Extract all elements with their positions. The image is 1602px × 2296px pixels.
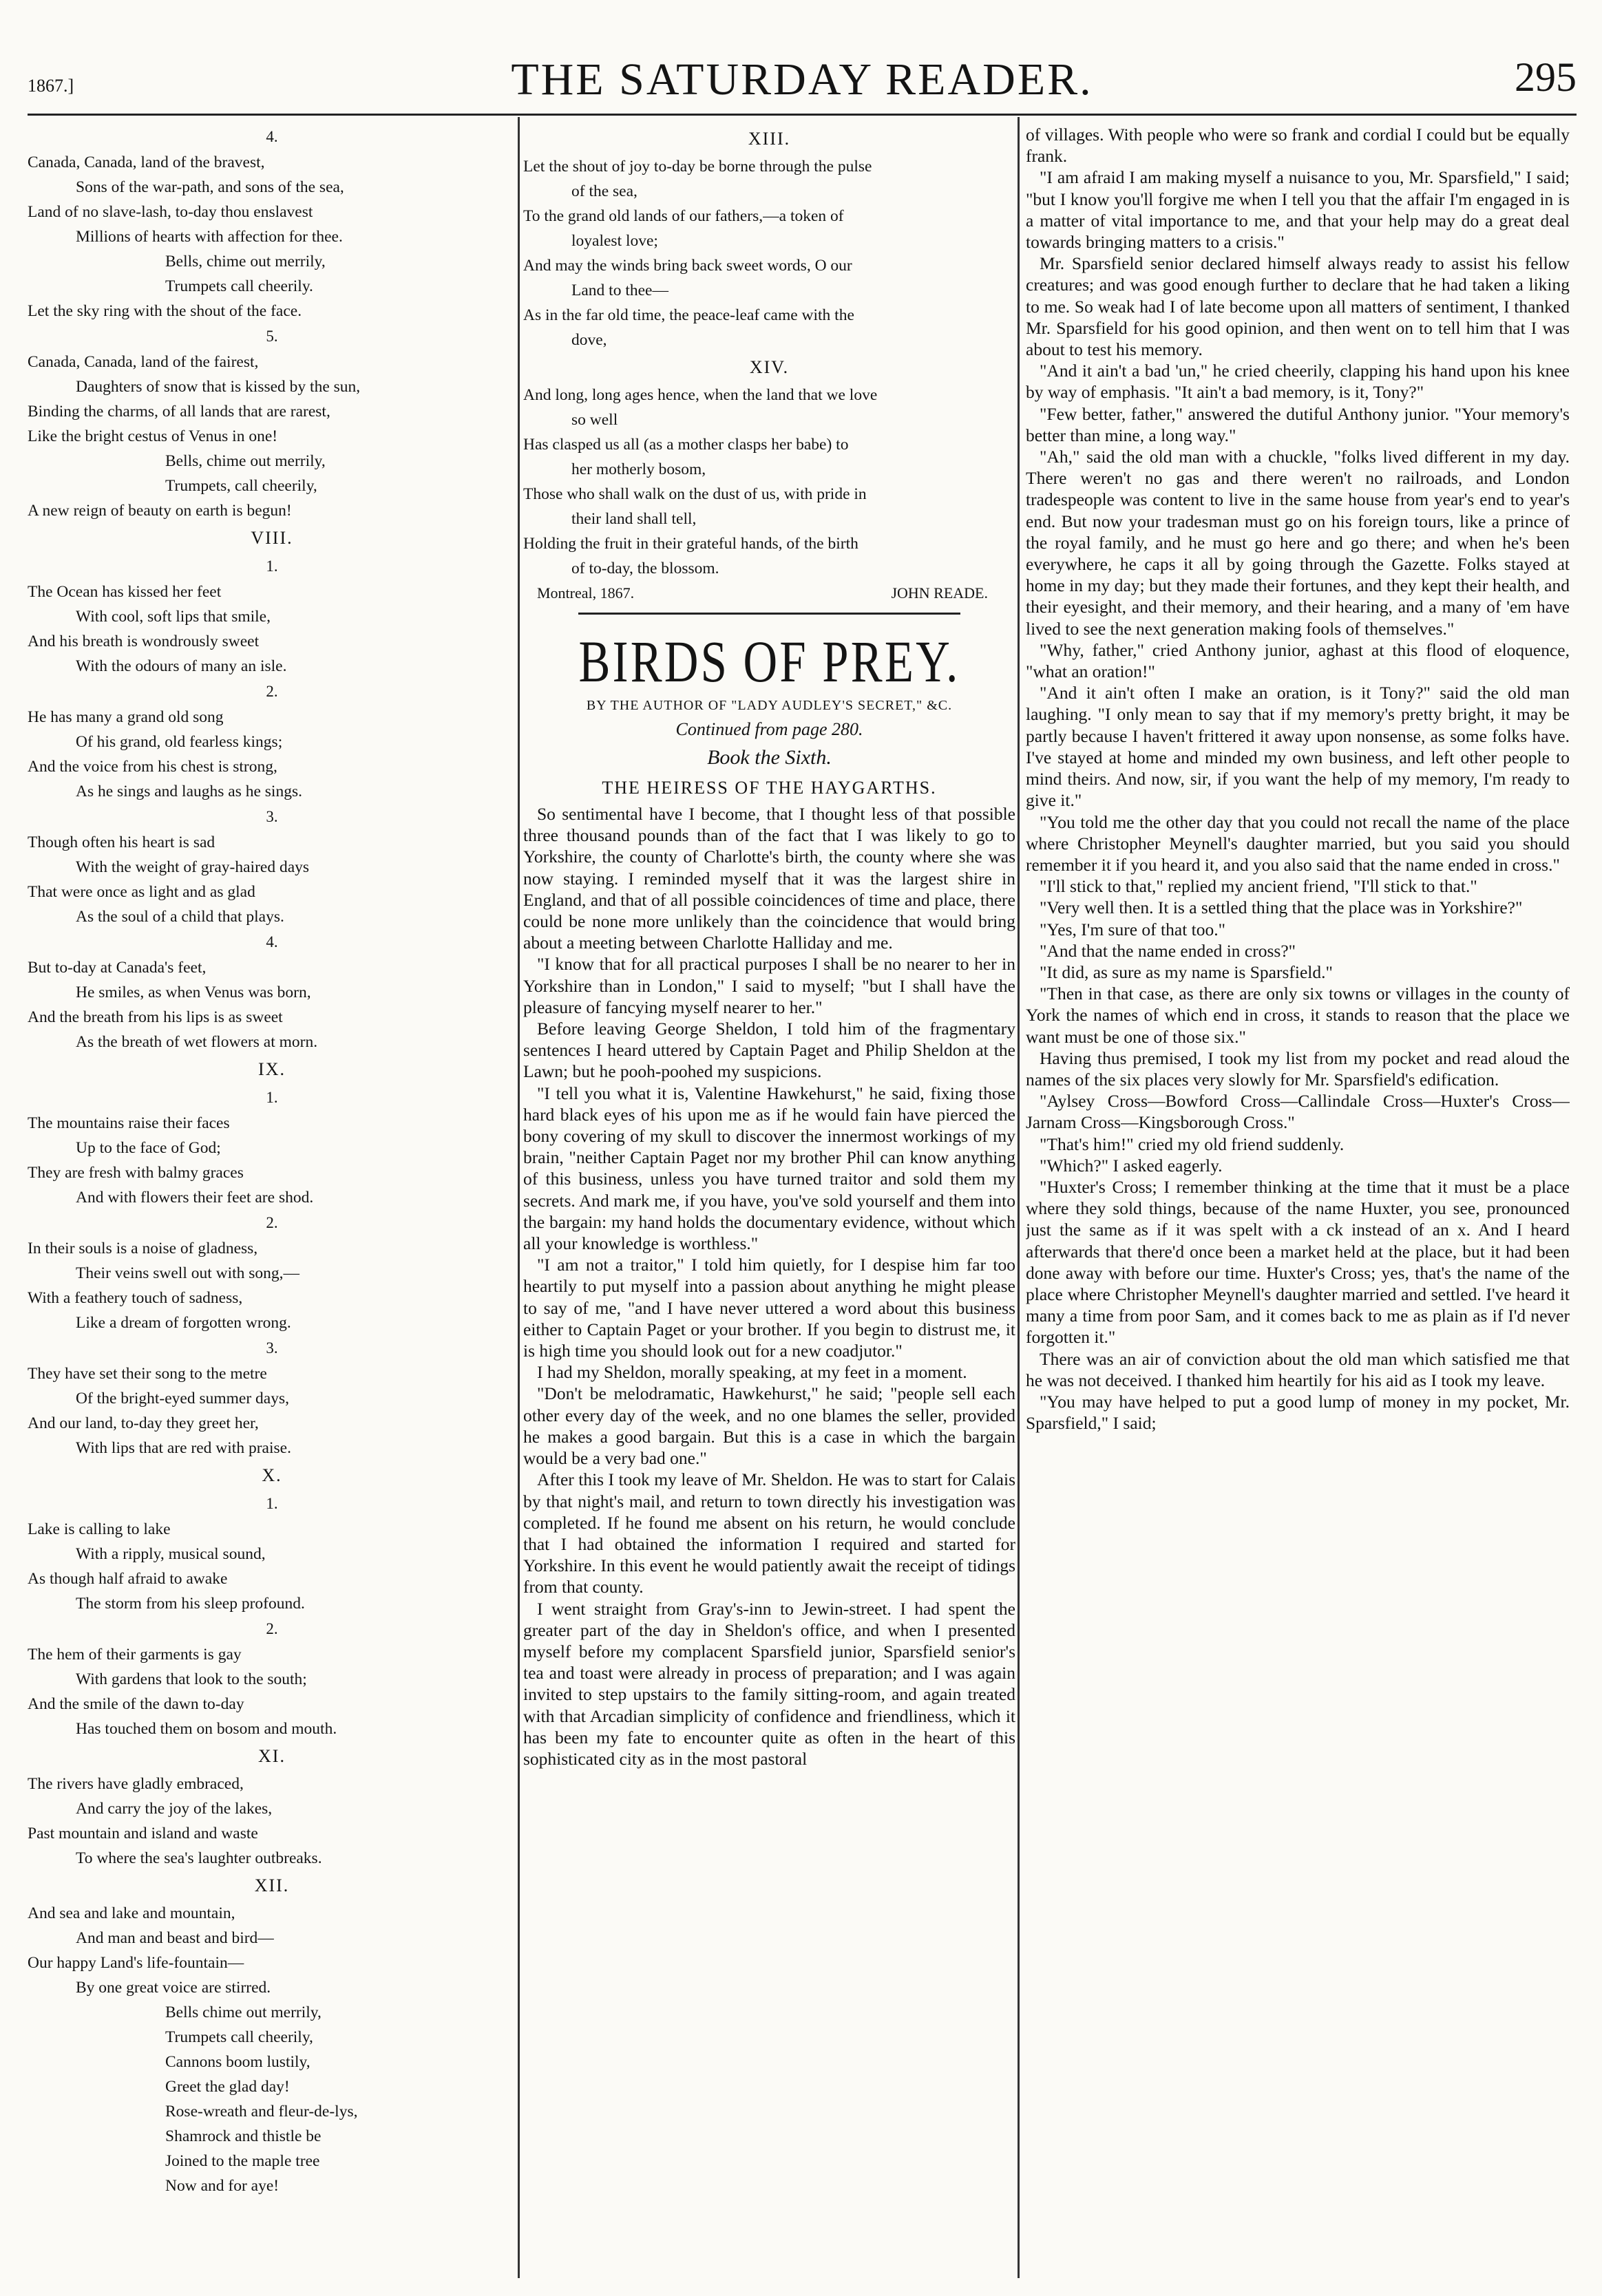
poem-line: As the soul of a child that plays. [76,908,284,926]
poem-line: Land of no slave-lash, to-day thou enslavest [28,203,313,221]
poem-line: To the grand old lands of our fathers,—a token of [523,207,844,225]
signature-author: JOHN READE. [891,584,988,602]
section-heading: XII. [254,1875,290,1895]
stanza-number: 2. [266,1620,278,1637]
paragraph: I went straight from Gray's-inn to Jewin-street. I had spent the greater part of the day in Sheldon's office, and when I presented myself before my complacent Sparsfield junior, Sparsfield senior's tea and toast were already in process of preparation; and I was again invited to step upstairs to the family sitting-room, and again treated with that Arcadian simplicity of confidence and friendliness, which it has been my fate to encounter quite as often in the heart of this sophisticated city as in the most pastoral [523,1598,1015,1769]
stanza-number: 4. [266,933,278,950]
poem-line: The Ocean has kissed her feet [28,583,222,601]
paragraph: of villages. With people who were so frank and cordial I could but be equally frank. [1026,125,1570,167]
poem-line: Trumpets, call cheerily, [165,477,317,495]
chapter-heading: THE HEIRESS OF THE HAYGARTHS. [602,778,937,798]
paragraph: "Aylsey Cross—Bowford Cross—Callindale Cross—Huxter's Cross—Jarnam Cross—Kingsborough Cross." [1026,1091,1570,1133]
continued-note: Continued from page 280. [675,719,863,739]
stanza-number: 4. [266,128,278,145]
poem-line: The mountains raise their faces [28,1114,230,1132]
section-heading: XI. [258,1746,286,1766]
poem-line: Those who shall walk on the dust of us, with pride in [523,485,867,503]
poem-line: They are fresh with balmy graces [28,1164,244,1182]
poem-line: Our happy Land's life-fountain— [28,1954,244,1972]
poem-line: That were once as light and as glad [28,883,255,901]
poem-line: Like a dream of forgotten wrong. [76,1314,291,1332]
poem-line: Of the bright-eyed summer days, [76,1390,289,1407]
paragraph: "You may have helped to put a good lump of money in my pocket, Mr. Sparsfield," I said; [1026,1391,1570,1434]
stanza-number: 1. [266,1089,278,1106]
poem-line: With gardens that look to the south; [76,1670,307,1688]
stanza-number: 2. [266,1214,278,1231]
paragraph: I had my Sheldon, morally speaking, at my feet in a moment. [537,1362,967,1383]
paragraph: "I tell you what it is, Valentine Hawkehurst," he said, fixing those hard black eyes of his upon me as if he would fain have pierced the bony covering of my skull to discover the innermost workings of my brain, "neither Captain Paget nor my brother Phil can know anything of this business, unless you have turned traitor and sold them my secrets. And mark me, if you have, you've sold yourself and them into the bargain: my hand holds the documentary evidence, without which all your knowledge is worthless." [523,1083,1015,1254]
poem-line: And with flowers their feet are shod. [76,1189,314,1207]
poem-line: And may the winds bring back sweet words, O our [523,257,852,275]
newspaper-title: THE SATURDAY READER. [511,54,1093,105]
poem-line: Rose-wreath and fleur-de-lys, [165,2103,358,2120]
poem-line: Now and for aye! [165,2177,280,2195]
paragraph: "Few better, father," answered the dutiful Anthony junior. "Your memory's better than mine, a long way." [1026,403,1570,445]
poem-line: With a feathery touch of sadness, [28,1289,243,1307]
poem-line: As the breath of wet flowers at morn. [76,1033,318,1051]
poem-line: And our land, to-day they greet her, [28,1414,259,1432]
stanza-number: 1. [266,1495,278,1512]
page-number: 295 [1515,54,1577,100]
paragraph: "Then in that case, as there are only six towns or villages in the county of York the names of which end in cross, it stands to reason that the place we want must be one of those six." [1026,984,1570,1047]
poem-line: Holding the fruit in their grateful hands, of the birth [523,535,858,553]
paragraph: "I know that for all practical purposes I shall be no nearer to her in Yorkshire than in London," I said to myself; "but I shall have the pleasure of fancying myself nearer to her." [523,954,1015,1017]
poem-line: As though half afraid to awake [28,1570,228,1588]
poem-line: Though often his heart is sad [28,833,215,851]
poem-line: With lips that are red with praise. [76,1439,291,1457]
paragraph: So sentimental have I become, that I thought less of that possible three thousand pounds than of the fact that I was likely to go to Yorkshire, the county of Charlotte's birth, the county where she was now staying. I reminded myself that it was the largest shire in England, and that of all possible coincidences of time and place, there could be none more unlikely than the coincidence that would bring about a meeting between Charlotte Halliday and me. [523,804,1015,953]
poem-line: And long, long ages hence, when the land that we love [523,386,878,404]
paragraph: "I'll stick to that," replied my ancient friend, "I'll stick to that." [1040,876,1477,897]
section-heading: XIV. [749,357,790,377]
poem-line: Greet the glad day! [165,2078,290,2096]
stanza-number: 1. [266,557,278,575]
section-heading: VIII. [251,528,293,548]
story-column-right [1026,124,1570,1434]
poem-line: As in the far old time, the peace-leaf came with the [523,306,854,324]
poem-line: He smiles, as when Venus was born, [76,984,311,1001]
poem-column-left [28,124,516,2198]
poem-line: To where the sea's laughter outbreaks. [76,1849,322,1867]
poem-line: He has many a grand old song [28,708,224,726]
paragraph: "Don't be melodramatic, Hawkehurst," he said; "people sell each other every day of the week, and no one blames the seller, provided he makes a good bargain. But this is a case in which the bargain would be a very bad one." [523,1383,1015,1469]
poem-line: And the voice from his chest is strong, [28,758,277,776]
poem-line: Shamrock and thistle be [165,2127,322,2145]
poem-line: Joined to the maple tree [165,2152,320,2170]
poem-signature [523,581,1015,606]
paragraph: Before leaving George Sheldon, I told him of the fragmentary sentences I heard uttered by Captain Paget and Philip Sheldon at the Lawn; but he pooh-poohed my suspicions. [523,1019,1015,1082]
poem-line: With cool, soft lips that smile, [76,608,271,626]
section-heading: XIII. [748,129,791,149]
paragraph: "Yes, I'm sure of that too." [1040,919,1226,939]
poem-line: Has touched them on bosom and mouth. [76,1720,337,1738]
poem-line: Bells chime out merrily, [165,2003,322,2021]
poem-line: Trumpets call cheerily, [165,2028,313,2046]
paragraph: "And it ain't often I make an oration, is it Tony?" said the old man laughing. "I only mean to say that if my memory's pretty bright, it may be partly because I haven't frittered it away upon nonsense, as some folks have. I've stayed at home and minded my own business, and left other people to mind theirs. And now, sir, if you want the help of my memory, I'm ready to give it." [1026,683,1570,811]
poem-line: And carry the joy of the lakes, [76,1800,273,1818]
stanza-number: 3. [266,1339,278,1357]
story-byline: BY THE AUTHOR OF "LADY AUDLEY'S SECRET," &C. [586,698,953,713]
signature-place: Montreal, 1867. [537,584,635,602]
poem-line: of the sea, [571,182,637,200]
paragraph: "Which?" I asked eagerly. [1040,1155,1223,1176]
poem-line: With a ripply, musical sound, [76,1545,266,1563]
poem-line: dove, [571,331,607,349]
poem-line: Let the shout of joy to-day be borne through the pulse [523,158,872,176]
poem-line: Sons of the war-path, and sons of the sea, [76,178,344,196]
poem-line: As he sings and laughs as he sings. [76,783,302,800]
paragraph: "And that the name ended in cross?" [1040,940,1296,961]
paragraph: "Why, father," cried Anthony junior, aghast at this flood of eloquence, "what an oration!" [1026,639,1570,682]
poem-line: Bells, chime out merrily, [165,253,326,270]
paragraph: Mr. Sparsfield senior declared himself always ready to assist his fellow creatures; and was good enough further to declare that he had taken a liking to me. So weak had I of late become upon all matters of sentiment, I thanked Mr. Sparsfield for his good opinion, and then went on to tell him that I was about to test his memory. [1026,253,1570,360]
poem-line: Millions of hearts with affection for thee. [76,228,343,246]
poem-line: so well [571,411,618,429]
column-rule [518,117,520,2278]
section-divider [578,613,960,615]
poem-line: Lake is calling to lake [28,1520,171,1538]
poem-line: Binding the charms, of all lands that are rarest, [28,403,330,421]
poem-line: Up to the face of God; [76,1139,221,1157]
poem-line: Their veins swell out with song,— [76,1264,300,1282]
stanza-number: 5. [266,328,278,345]
poem-line: Past mountain and island and waste [28,1825,258,1842]
section-heading: IX. [258,1059,286,1079]
header-rule [28,114,1577,116]
poem-line: loyalest love; [571,232,658,250]
paragraph: There was an air of conviction about the old man which satisfied me that he was not deceived. I thanked him heartily for his aid as I took my leave. [1026,1348,1570,1390]
paragraph: "I am afraid I am making myself a nuisance to you, Mr. Sparsfield," I said; "but I know you'll forgive me when I tell you that the affair I'm engaged in is a matter of vital importance to me, and that your help may do a great deal towards bringing matters to a crisis." [1026,167,1570,253]
paragraph: "It did, as sure as my name is Sparsfield." [1040,961,1333,982]
book-heading: Book the Sixth. [707,746,832,769]
issue-date: 1867.] [28,76,74,96]
poem-line: her motherly bosom, [571,460,706,478]
poem-line: With the odours of many an isle. [76,657,287,675]
poem-line: A new reign of beauty on earth is begun! [28,502,292,520]
poem-line: By one great voice are stirred. [76,1979,271,1997]
paragraph: "And it ain't a bad 'un," he cried cheerily, clapping his hand upon his knee by way of emphasis. "It ain't a bad memory, is it, Tony?" [1026,361,1570,403]
poem-line: And the smile of the dawn to-day [28,1695,244,1713]
poem-line: With the weight of gray-haired days [76,858,310,876]
section-heading: X. [262,1465,282,1485]
middle-column [523,124,1015,1769]
poem-line: And man and beast and bird— [76,1929,274,1947]
poem-line: And the breath from his lips is as sweet [28,1008,283,1026]
paragraph: "I am not a traitor," I told him quietly, for I despise him far too heartily to put myself into a passion about anything he might please to say of me, "and I have never uttered a word about this business either to Captain Paget or your brother. If you begin to distrust me, it is high time you should look out for a new coadjutor." [523,1255,1015,1361]
poem-line: Let the sky ring with the shout of the face. [28,302,302,320]
poem-line: The hem of their garments is gay [28,1646,242,1663]
poem-line: The rivers have gladly embraced, [28,1775,244,1793]
column-rule [1018,117,1020,2278]
poem-line: But to-day at Canada's feet, [28,959,207,977]
poem-line: their land shall tell, [571,510,697,528]
poem-line: They have set their song to the metre [28,1365,267,1383]
poem-line: In their souls is a noise of gladness, [28,1240,258,1257]
poem-line: And sea and lake and mountain, [28,1904,235,1922]
poem-line: Canada, Canada, land of the fairest, [28,353,259,371]
paragraph: "You told me the other day that you could not recall the name of the place where Christopher Meynell's daughter married, but you said you should remember it if you heard it, and you also said that the name ended in cross." [1026,811,1570,875]
stanza-number: 2. [266,683,278,700]
poem-line: And his breath is wondrously sweet [28,633,260,650]
paragraph: "Very well then. It is a settled thing that the place was in Yorkshire?" [1040,897,1523,918]
poem-line: Canada, Canada, land of the bravest, [28,153,265,171]
poem-line: Cannons boom lustily, [165,2053,310,2071]
page-header [28,48,1577,117]
paragraph: "Huxter's Cross; I remember thinking at the time that it must be a place where they sold things, because of the name Huxter, you see, pronounced just the same as if it was spelt with a ck instead of an x. And I heard afterwards that there'd once been a market held at the place, but it had been done away with before our time. Huxter's Cross; yes, that's the name of the place where Christopher Meynell's daughter married and settled. I've heard it many a time from poor Sam, and it comes back to me as plain as if I'd never forgotten it." [1026,1176,1570,1348]
paragraph: After this I took my leave of Mr. Sheldon. He was to start for Calais by that night's mail, and return to town directly his investigation was completed. If he found me absent on his return, he would conclude that I had obtained the information I required and started for Yorkshire. In this event he would patiently await the receipt of tidings from that county. [523,1469,1015,1597]
paragraph: "Ah," said the old man with a chuckle, "folks lived different in my day. There weren't no gas and there weren't no railroads, and London tradespeople was content to live in the same house from year's end to year's end. But now your tradesman must go on his foreign tours, like a prince of the royal family, and he must go here and go there; and when he's been everywhere, he caps it all by going through the Gazette. Folks stayed at home in my day; but they made their fortunes, and they kept their health, and their eyesight, and their memory, and their hearing, and a many of 'em have lived to see the next generation making fools of themselves." [1026,447,1570,639]
poem-line: of to-day, the blossom. [571,560,719,577]
poem-line: Land to thee— [571,281,668,299]
poem-line: The storm from his sleep profound. [76,1595,305,1613]
paragraph: "That's him!" cried my old friend suddenly. [1040,1134,1345,1154]
poem-line: Has clasped us all (as a mother clasps her babe) to [523,436,849,454]
poem-line: Like the bright cestus of Venus in one! [28,427,278,445]
poem-line: Trumpets call cheerily. [165,277,313,295]
poem-line: Bells, chime out merrily, [165,452,326,470]
poem-line: Daughters of snow that is kissed by the sun, [76,378,361,396]
poem-line: Of his grand, old fearless kings; [76,733,283,751]
story-title: BIRDS OF PREY. [578,628,960,694]
stanza-number: 3. [266,808,278,825]
paragraph: Having thus premised, I took my list from my pocket and read aloud the names of the six places very slowly for Mr. Sparsfield's edification. [1026,1048,1570,1089]
